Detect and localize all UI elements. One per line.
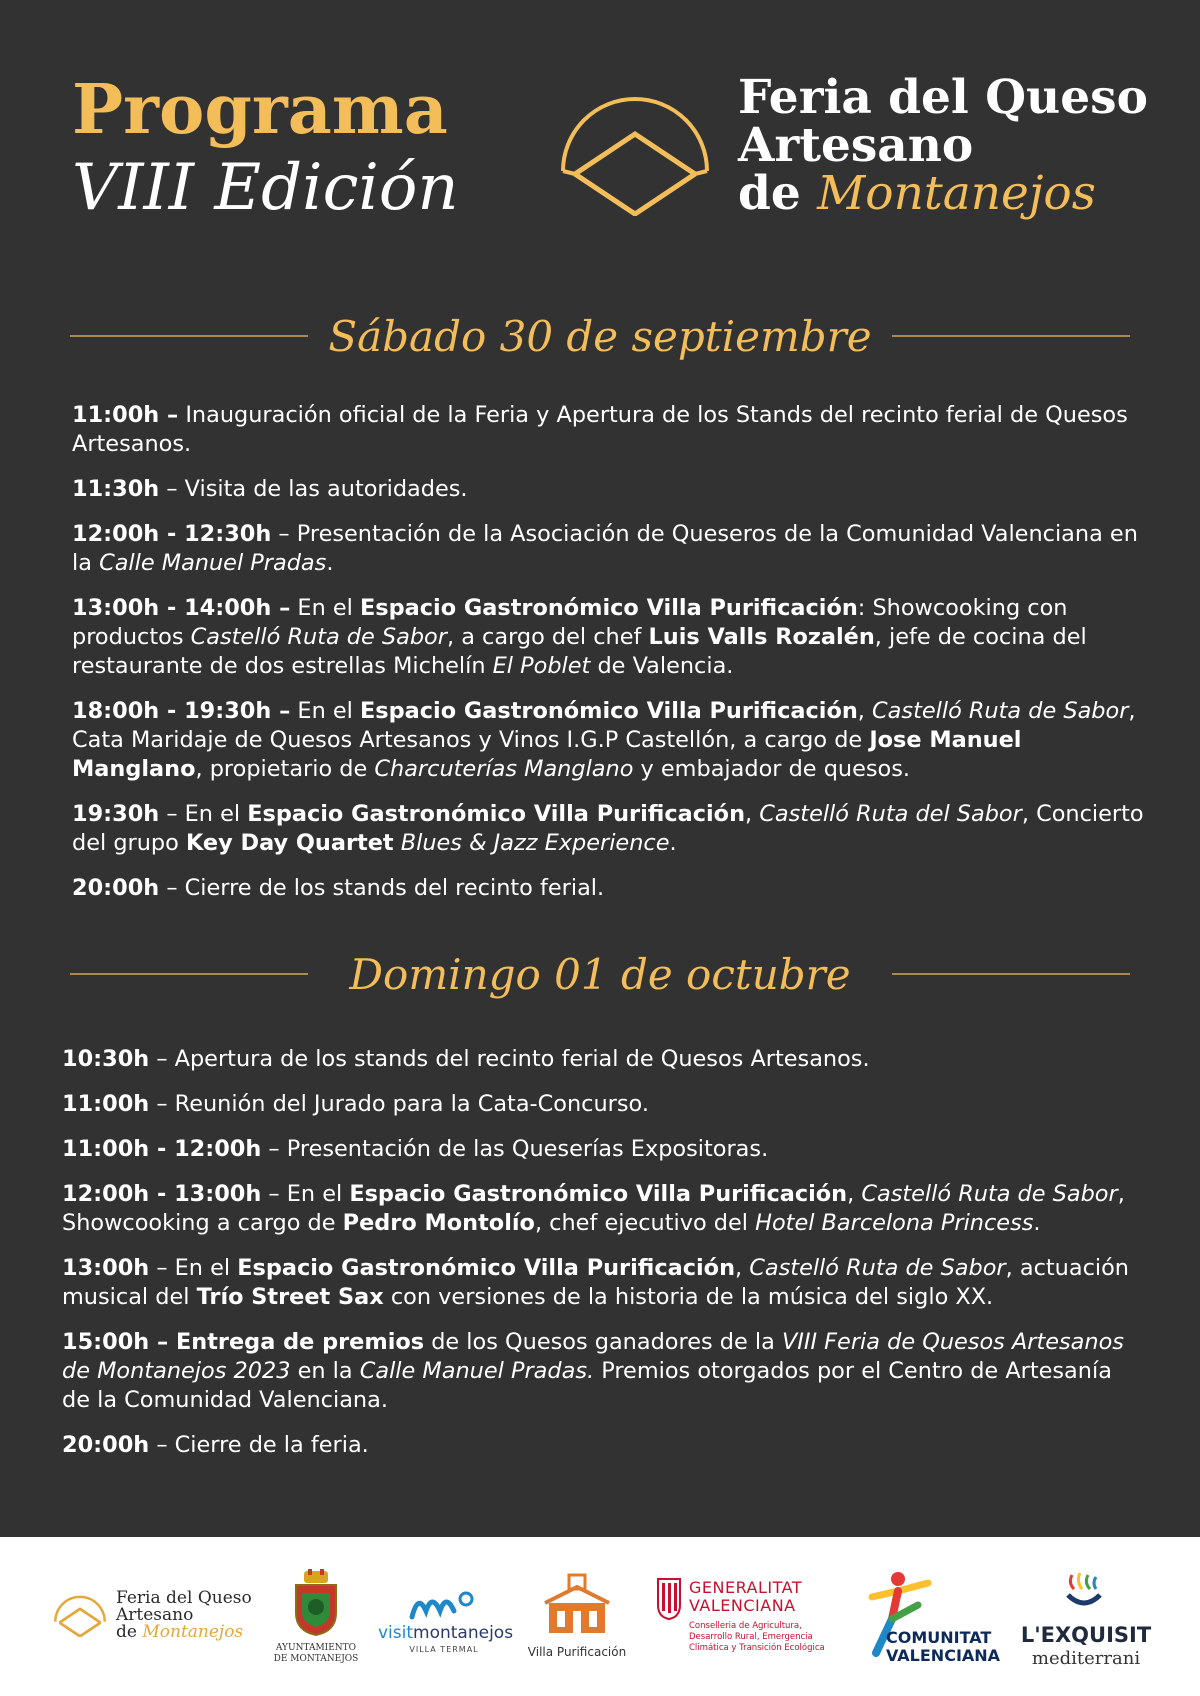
ayuntamiento-l1: AYUNTAMIENTO [275,1643,357,1653]
comunitat-valenciana-logo [852,1537,1000,1696]
event-text: , a cargo del chef [446,624,649,650]
ayuntamiento-logo [266,1537,366,1696]
saturday-event-list [72,401,1152,919]
generalitat-s1: Conselleria de Agricultura, [689,1621,802,1631]
event-bold-text: Espacio Gastronómico Villa Purificación [349,1181,848,1207]
event-italic-text: Castelló Ruta del Sabor [759,801,1022,827]
feria-name-line3 [738,166,1148,221]
visitmontanejos-wave-icon [408,1589,478,1621]
event-text: , Showcooking a cargo de [62,1181,1125,1236]
event-italic-text: VIII Feria de Quesos Artesanos de Montanejos 2023 [62,1329,1124,1384]
day-heading-sunday [70,944,1130,1004]
generalitat-s2: Desarrollo Rural, Emergencia [689,1632,813,1642]
event-text: , [847,1181,862,1207]
ayuntamiento-l2: DE MONTANEJOS [273,1654,359,1664]
event-text: , [745,801,760,827]
event-text: , propietario de [195,756,375,782]
event-text: – Presentación de las Queserías Expositoras. [261,1136,769,1162]
generalitat-l1: GENERALITAT [689,1578,803,1597]
generalitat-shield-icon [656,1577,682,1621]
event-bold-text: 13:00h [62,1255,150,1281]
visitmontanejos-logo [378,1537,514,1696]
event-item [62,1045,1142,1074]
event-italic-text: Blues & Jazz Experience [400,830,670,856]
generalitat-s3: Climática y Transición Ecológica [689,1643,825,1653]
event-text: y embajador de quesos. [633,756,911,782]
feria-name-place: Montanejos [817,166,1096,221]
villa-purificacion-logo [524,1537,630,1696]
event-text: – Presentación de la Asociación de Queseros de la Comunidad Valenciana en la [72,521,1138,576]
divider-right [892,973,1130,975]
event-text: , actuación musical del [62,1255,1130,1310]
feria-name-block [738,70,1148,221]
event-text: – Visita de las autoridades. [159,476,468,502]
event-item [72,800,1152,858]
event-text: – En el [261,1181,350,1207]
lexquisit-logo [1012,1537,1160,1696]
event-italic-text: Castelló Ruta de Sabor [190,624,447,650]
event-item [72,520,1152,578]
footer-feria-logo [50,1537,260,1696]
sunday-event-list [62,1045,1142,1476]
event-item [72,475,1152,504]
event-bold-text: 13:00h - 14:00h – [72,595,291,621]
feria-name-line2: Artesano [738,118,974,173]
feria-mountain-logo-icon [52,1589,108,1637]
program-title-block [72,72,459,228]
event-bold-text: 20:00h [72,875,160,901]
event-text: , Concierto del grupo [72,801,1144,856]
comunitat-l2: VALENCIANA [886,1646,1001,1665]
sponsor-footer [0,1537,1200,1696]
event-item [62,1135,1142,1164]
comunitat-text [886,1629,1000,1665]
event-bold-text: Pedro Montolío [342,1210,535,1236]
generalitat-l2: VALENCIANA [689,1596,796,1615]
footer-feria-l2: Artesano [116,1605,194,1625]
footer-feria-prefix: de [116,1622,137,1642]
event-bold-text: Luis Valls Rozalén [648,624,875,650]
event-item [72,594,1152,681]
event-bold-text: Key Day Quartet [185,830,394,856]
event-text: Inauguración oficial de la Feria y Apertura de los Stands del recinto ferial de Quesos Artesanos. [72,402,1128,457]
event-text: de los Quesos ganadores de la [424,1329,782,1355]
visit-word: visit [378,1623,414,1643]
event-bold-text: 11:00h - 12:00h [62,1136,262,1162]
event-text: . [326,550,334,576]
lexquisit-flame-icon [1064,1571,1104,1613]
divider-left [70,335,308,337]
montanejos-word: montanejos [413,1623,514,1643]
event-text: en la [290,1358,360,1384]
event-item [72,401,1152,459]
event-italic-text: Calle Manuel Pradas [99,550,327,576]
event-bold-text: 11:00h [62,1091,150,1117]
footer-feria-text [116,1590,252,1641]
event-text: – Cierre de los stands del recinto ferial. [159,875,605,901]
event-text: – Cierre de la feria. [149,1432,369,1458]
event-bold-text: Espacio Gastronómico Villa Purificación [237,1255,736,1281]
event-italic-text: Calle Manuel Pradas. [359,1358,595,1384]
feria-name-prefix: de [738,166,801,221]
event-bold-text: 11:30h [72,476,160,502]
generalitat-title [689,1579,802,1615]
feria-mountain-logo-icon [555,76,715,216]
event-text [394,830,401,856]
event-text: Premios otorgados por el Centro de Artesanía de la Comunidad Valenciana. [62,1358,1112,1413]
event-bold-text: Espacio Gastronómico Villa Purificación [360,595,858,621]
event-bold-text: Jose Manuel Manglano [72,727,1022,782]
event-text: , chef ejecutivo del [534,1210,756,1236]
event-item [62,1254,1142,1312]
event-item [62,1090,1142,1119]
event-item [62,1431,1142,1460]
feria-name-line1: Feria del Queso [738,70,1148,125]
day-title: Domingo 01 de octubre [349,949,851,999]
event-text: , Cata Maridaje de Quesos Artesanos y Vinos I.G.P Castellón, a cargo de [72,698,1136,753]
event-text: En el [290,698,360,724]
event-text: , jefe de cocina del restaurante de dos estrellas Michelín [72,624,1087,679]
event-bold-text: 19:30h [72,801,160,827]
event-italic-text: Hotel Barcelona Princess [755,1210,1034,1236]
lexquisit-subtitle: mediterrani [1031,1648,1141,1669]
event-text: con versiones de la historia de la música del siglo XX. [383,1284,994,1310]
event-bold-text: 12:00h - 13:00h [62,1181,262,1207]
event-bold-text: 12:00h - 12:30h [72,521,272,547]
event-text: – Reunión del Jurado para la Cata-Concurso. [149,1091,649,1117]
event-item [62,1180,1142,1238]
footer-feria-place: Montanejos [142,1622,244,1642]
event-item [62,1328,1142,1415]
event-bold-text: Espacio Gastronómico Villa Purificación [360,698,858,724]
comunitat-l1: COMUNITAT [886,1628,992,1647]
event-bold-text: 10:30h [62,1046,150,1072]
villa-purificacion-text: Villa Purificación [527,1645,627,1659]
day-heading-saturday [70,306,1130,366]
generalitat-subtitle [689,1621,825,1654]
event-text: En el [290,595,360,621]
villa-building-icon [541,1573,613,1637]
event-bold-text: 11:00h – [72,402,179,428]
event-italic-text: Castelló Ruta de Sabor [749,1255,1006,1281]
ayuntamiento-text [266,1643,366,1665]
event-text: – Apertura de los stands del recinto ferial de Quesos Artesanos. [149,1046,870,1072]
program-title: Programa [72,70,448,150]
footer-feria-l1: Feria del Queso [116,1588,252,1608]
event-item [72,697,1152,784]
villa-termal-text: VILLA TERMAL [409,1645,479,1654]
event-text: , [735,1255,750,1281]
footer-feria-l3 [116,1624,252,1641]
event-text: – En el [149,1255,238,1281]
event-text: . [1033,1210,1041,1236]
divider-right [892,335,1130,337]
event-bold-text: 15:00h – Entrega de premios [62,1329,425,1355]
edition-title: VIII Edición [72,151,459,225]
lexquisit-title: L'EXQUISIT [1020,1623,1152,1647]
event-italic-text: Castelló Ruta de Sabor [861,1181,1118,1207]
event-item [72,874,1152,903]
event-bold-text: Trío Street Sax [196,1284,384,1310]
generalitat-logo [656,1537,836,1696]
visitmontanejos-text [378,1623,514,1643]
event-text: , [857,698,873,724]
event-bold-text: 20:00h [62,1432,150,1458]
day-title: Sábado 30 de septiembre [328,311,872,361]
event-text: de Valencia. [590,653,734,679]
coat-of-arms-icon [288,1569,344,1637]
divider-left [70,973,308,975]
event-text: : Showcooking con productos [72,595,1068,650]
event-italic-text: Castelló Ruta de Sabor [872,698,1129,724]
event-bold-text: Espacio Gastronómico Villa Purificación [247,801,746,827]
event-italic-text: Charcuterías Manglano [374,756,634,782]
event-text: . [669,830,677,856]
event-bold-text: 18:00h - 19:30h – [72,698,291,724]
event-text: – En el [159,801,248,827]
event-italic-text: El Poblet [492,653,591,679]
